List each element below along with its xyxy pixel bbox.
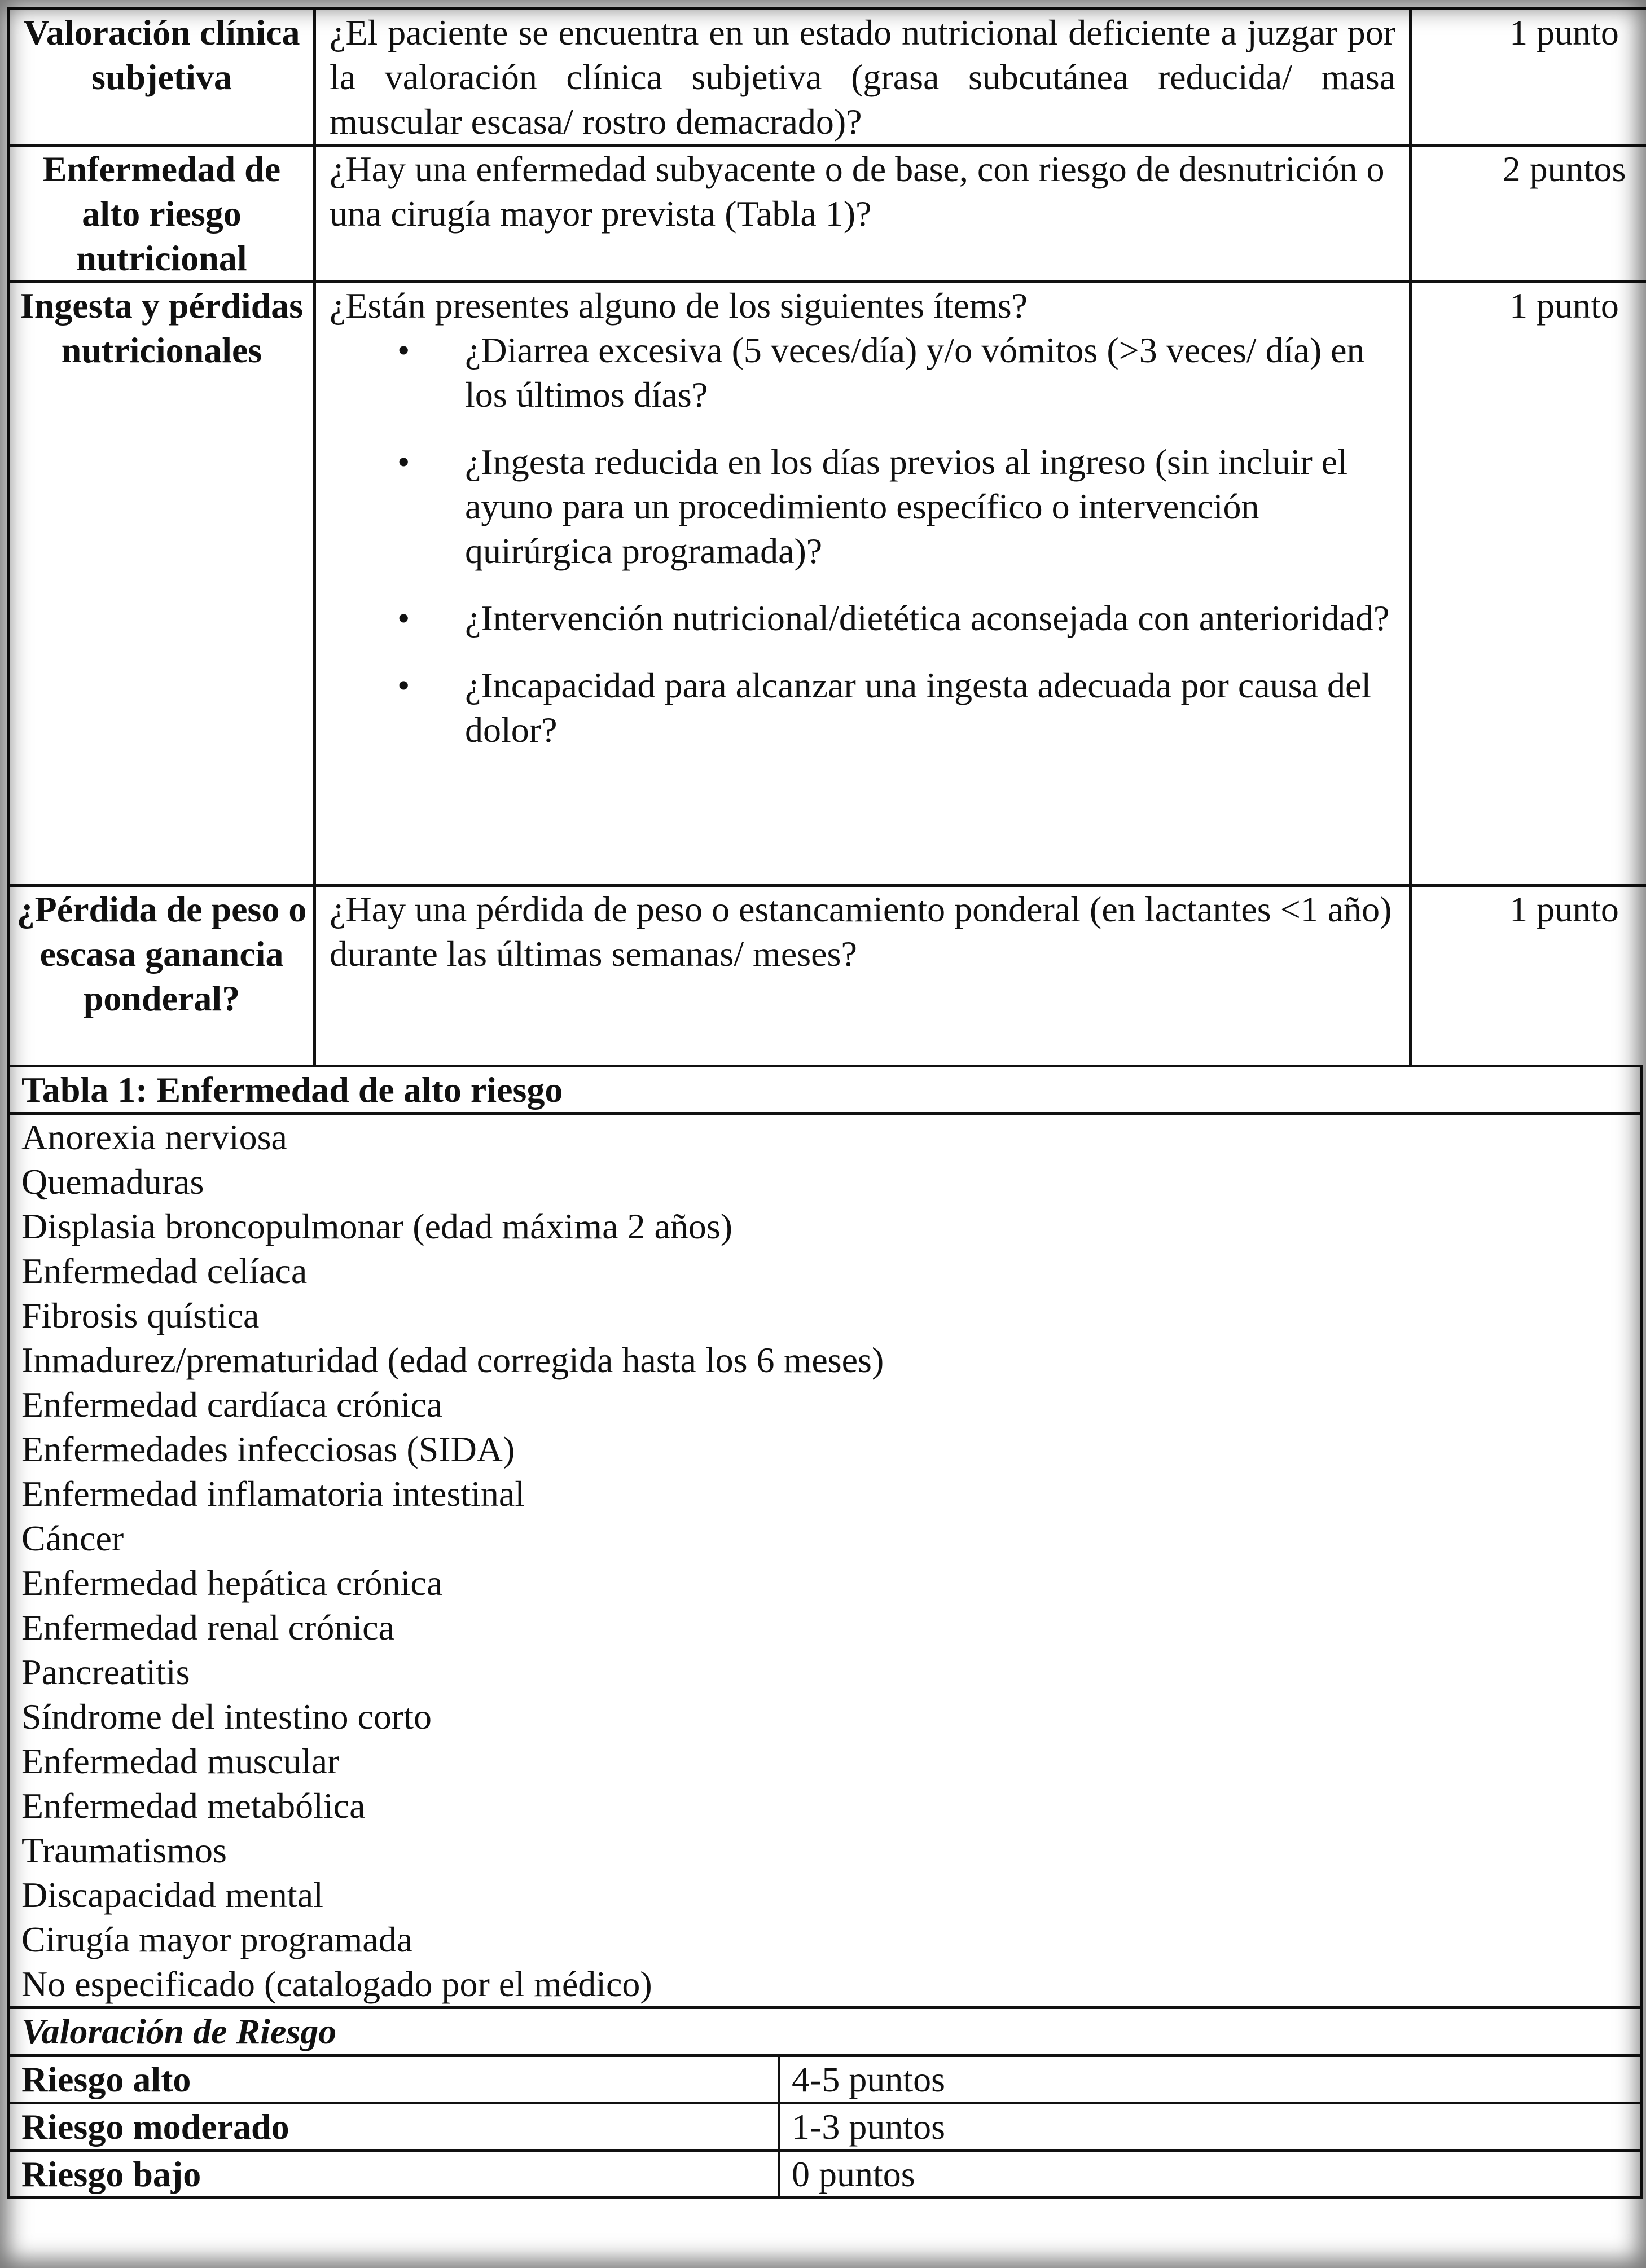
disease-row — [9, 1249, 1641, 1293]
risk-label: Riesgo bajo — [9, 2151, 779, 2198]
item-text: ¿Incapacidad para alcanzar una ingesta adecuada por causa del dolor? — [465, 665, 1372, 750]
screening-table — [7, 7, 1646, 1067]
criterion-row — [9, 9, 1646, 146]
risk-row — [9, 2151, 1641, 2198]
table1-title: Tabla 1: Enfermedad de alto riesgo — [9, 1066, 1641, 1114]
disease-item: Enfermedad inflamatoria intestinal — [9, 1471, 1641, 1516]
document-page — [7, 7, 1643, 2199]
item-text: ¿Ingesta reducida en los días previos al ingreso (sin incluir el ayuno para un procedimiento específico o intervención quirúrgica programada)? — [465, 442, 1347, 571]
disease-item: Enfermedad celíaca — [9, 1249, 1641, 1293]
criterion-label: ¿Pérdida de peso o escasa ganancia ponderal? — [9, 886, 315, 1066]
risk-value: 1-3 puntos — [779, 2103, 1641, 2151]
criterion-score: 1 punto — [1411, 886, 1646, 1066]
risk-value: 4-5 puntos — [779, 2056, 1641, 2103]
risk-label: Riesgo alto — [9, 2056, 779, 2103]
disease-item: Traumatismos — [9, 1828, 1641, 1873]
list-item — [397, 439, 1395, 573]
disease-item: Enfermedad hepática crónica — [9, 1561, 1641, 1605]
disease-item: Inmadurez/prematuridad (edad corregida hasta los 6 meses) — [9, 1338, 1641, 1382]
disease-row — [9, 1471, 1641, 1516]
criterion-row — [9, 282, 1646, 886]
bullet-icon: • — [397, 598, 410, 638]
disease-row — [9, 1516, 1641, 1561]
disease-item: Enfermedad cardíaca crónica — [9, 1382, 1641, 1427]
disease-item: Síndrome del intestino corto — [9, 1694, 1641, 1739]
disease-row — [9, 1650, 1641, 1694]
disease-item: Fibrosis quística — [9, 1293, 1641, 1338]
criterion-label: Enfermedad de alto riesgo nutricional — [9, 146, 315, 282]
disease-row — [9, 1873, 1641, 1917]
criterion-items — [330, 328, 1395, 752]
bullet-icon: • — [397, 330, 410, 370]
criterion-question: ¿Están presentes alguno de los siguientes ítems? — [330, 285, 1028, 326]
risk-row — [9, 2103, 1641, 2151]
disease-row — [9, 1561, 1641, 1605]
risk-title: Valoración de Riesgo — [9, 2008, 1641, 2056]
disease-row — [9, 1159, 1641, 1204]
bullet-icon: • — [397, 442, 410, 482]
disease-item: Cirugía mayor programada — [9, 1917, 1641, 1962]
disease-item: Discapacidad mental — [9, 1873, 1641, 1917]
disease-item: Anorexia nerviosa — [9, 1114, 1641, 1160]
criterion-question: ¿El paciente se encuentra en un estado nutricional deficiente a juzgar por la valoración clínica subjetiva (grasa subcutánea reducida/ masa muscular escasa/ rostro demacrado)? — [315, 9, 1411, 146]
disease-row — [9, 1293, 1641, 1338]
criterion-question: ¿Hay una enfermedad subyacente o de base, con riesgo de desnutrición o una cirugía mayor prevista (Tabla 1)? — [315, 146, 1411, 282]
criterion-label: Ingesta y pérdidas nutricionales — [9, 282, 315, 886]
disease-row — [9, 1338, 1641, 1382]
disease-item: Enfermedad muscular — [9, 1739, 1641, 1783]
disease-row — [9, 1739, 1641, 1783]
risk-label: Riesgo moderado — [9, 2103, 779, 2151]
disease-item: Displasia broncopulmonar (edad máxima 2 años) — [9, 1204, 1641, 1249]
disease-row — [9, 1962, 1641, 2008]
disease-row — [9, 1427, 1641, 1471]
risk-table — [7, 2054, 1643, 2199]
disease-row — [9, 1828, 1641, 1873]
list-item — [397, 596, 1395, 640]
item-text: ¿Diarrea excesiva (5 veces/día) y/o vómitos (>3 veces/ día) en los últimos días? — [465, 330, 1365, 415]
criterion-question: ¿Hay una pérdida de peso o estancamiento ponderal (en lactantes <1 año) durante las últimas semanas/ meses? — [315, 886, 1411, 1066]
risk-row — [9, 2056, 1641, 2103]
disease-item: Enfermedad metabólica — [9, 1783, 1641, 1828]
criterion-score: 2 puntos — [1411, 146, 1646, 282]
list-item — [397, 663, 1395, 752]
disease-row — [9, 1204, 1641, 1249]
disease-item: Cáncer — [9, 1516, 1641, 1561]
item-text: ¿Intervención nutricional/dietética aconsejada con anterioridad? — [465, 598, 1390, 638]
disease-item: No especificado (catalogado por el médico) — [9, 1962, 1641, 2008]
criterion-label: Valoración clínica subjetiva — [9, 9, 315, 146]
disease-row — [9, 1917, 1641, 1962]
disease-item: Pancreatitis — [9, 1650, 1641, 1694]
criterion-score: 1 punto — [1411, 9, 1646, 146]
criterion-question-block — [315, 282, 1411, 886]
criterion-score: 1 punto — [1411, 282, 1646, 886]
risk-value: 0 puntos — [779, 2151, 1641, 2198]
disease-row — [9, 1382, 1641, 1427]
criterion-row — [9, 886, 1646, 1066]
disease-row — [9, 1114, 1641, 1160]
high-risk-table — [7, 1065, 1643, 2057]
disease-row — [9, 1694, 1641, 1739]
disease-item: Enfermedades infecciosas (SIDA) — [9, 1427, 1641, 1471]
disease-row — [9, 1605, 1641, 1650]
criterion-row — [9, 146, 1646, 282]
bullet-icon: • — [397, 665, 410, 705]
disease-row — [9, 1783, 1641, 1828]
disease-item: Quemaduras — [9, 1159, 1641, 1204]
disease-item: Enfermedad renal crónica — [9, 1605, 1641, 1650]
list-item — [397, 328, 1395, 417]
